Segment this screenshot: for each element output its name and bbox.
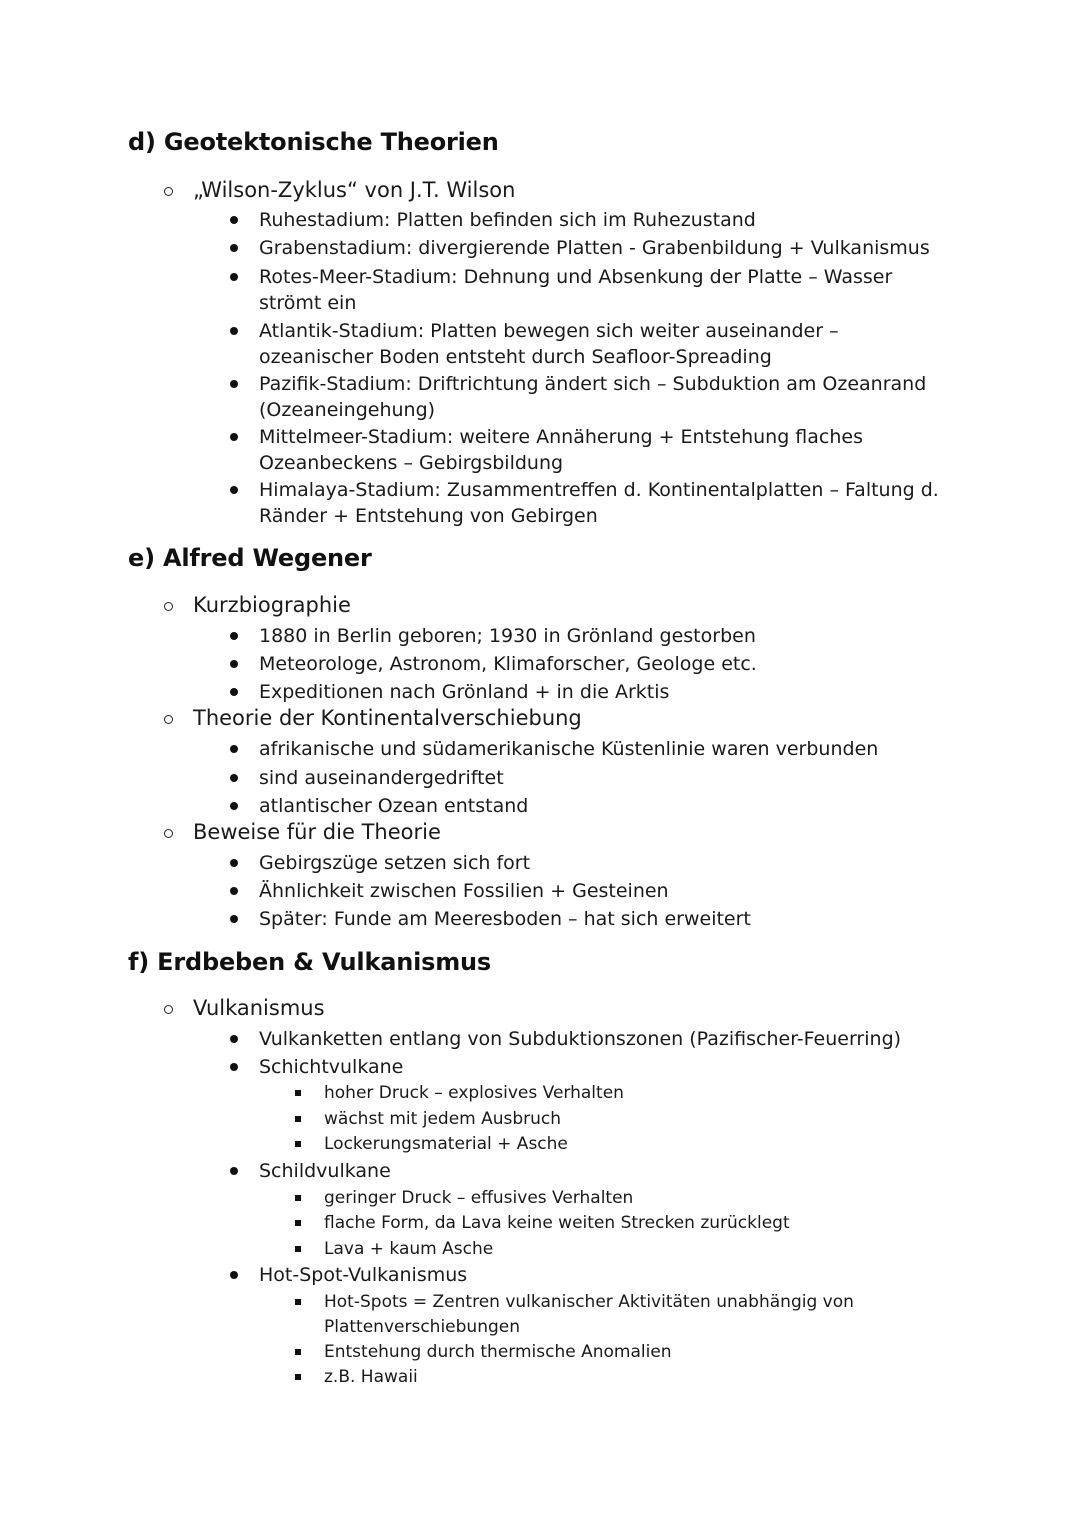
heading-alfred-wegener: e) Alfred Wegener bbox=[128, 544, 372, 572]
list-item: Mittelmeer-Stadium: weitere Annäherung + Entstehung flaches Ozeanbeckens – Gebirgsbildung bbox=[259, 424, 879, 476]
topic-kontinentalverschiebung: Theorie der Kontinentalverschiebung bbox=[193, 706, 582, 730]
heading-geotektonische-theorien: d) Geotektonische Theorien bbox=[128, 128, 499, 156]
sub-list-item: flache Form, da Lava keine weiten Strecken zurücklegt bbox=[324, 1211, 790, 1236]
heading-erdbeben-vulkanismus: f) Erdbeben & Vulkanismus bbox=[128, 948, 491, 976]
list-item: Meteorologe, Astronom, Klimaforscher, Geologe etc. bbox=[259, 653, 757, 675]
list-item: Schildvulkane bbox=[259, 1160, 391, 1182]
sub-list-item: hoher Druck – explosives Verhalten bbox=[324, 1081, 624, 1106]
list-item: Expeditionen nach Grönland + in die Arktis bbox=[259, 681, 670, 703]
list-item: Ähnlichkeit zwischen Fossilien + Gesteinen bbox=[259, 880, 669, 902]
list-item: afrikanische und südamerikanische Küstenlinie waren verbunden bbox=[259, 738, 879, 760]
sub-list-item: Lockerungsmaterial + Asche bbox=[324, 1132, 568, 1157]
list-item: Schichtvulkane bbox=[259, 1056, 404, 1078]
list-item: Hot-Spot-Vulkanismus bbox=[259, 1264, 468, 1286]
list-item: Ruhestadium: Platten befinden sich im Ruhezustand bbox=[259, 209, 756, 231]
sub-list-item: wächst mit jedem Ausbruch bbox=[324, 1107, 561, 1132]
list-item: Später: Funde am Meeresboden – hat sich erweitert bbox=[259, 908, 751, 930]
sub-list-item: Entstehung durch thermische Anomalien bbox=[324, 1340, 672, 1365]
list-item: 1880 in Berlin geboren; 1930 in Grönland gestorben bbox=[259, 625, 756, 647]
sub-list-item: z.B. Hawaii bbox=[324, 1365, 418, 1390]
list-item: sind auseinandergedriftet bbox=[259, 767, 504, 789]
list-item: Himalaya-Stadium: Zusammentreffen d. Kontinentalplatten – Faltung d. Ränder + Entstehung von Gebirgen bbox=[259, 477, 959, 529]
list-item: atlantischer Ozean entstand bbox=[259, 795, 529, 817]
list-item: Gebirgszüge setzen sich fort bbox=[259, 852, 531, 874]
list-item: Vulkanketten entlang von Subduktionszonen (Pazifischer-Feuerring) bbox=[259, 1028, 902, 1050]
sub-list-item: geringer Druck – effusives Verhalten bbox=[324, 1186, 633, 1211]
topic-wilson-zyklus: „Wilson-Zyklus“ von J.T. Wilson bbox=[193, 178, 516, 202]
list-item: Rotes-Meer-Stadium: Dehnung und Absenkung der Platte – Wasser strömt ein bbox=[259, 264, 919, 316]
list-item: Atlantik-Stadium: Platten bewegen sich weiter auseinander – ozeanischer Boden entsteht durch Seafloor-Spreading bbox=[259, 318, 859, 370]
topic-beweise: Beweise für die Theorie bbox=[193, 820, 441, 844]
topic-kurzbiographie: Kurzbiographie bbox=[193, 593, 351, 617]
list-item: Pazifik-Stadium: Driftrichtung ändert sich – Subduktion am Ozeanrand (Ozeaneingehung) bbox=[259, 371, 939, 423]
sub-list-item: Lava + kaum Asche bbox=[324, 1237, 493, 1262]
list-item: Grabenstadium: divergierende Platten - Grabenbildung + Vulkanismus bbox=[259, 237, 930, 259]
topic-vulkanismus: Vulkanismus bbox=[193, 996, 325, 1020]
sub-list-item: Hot-Spots = Zentren vulkanischer Aktivitäten unabhängig von Plattenverschiebungen bbox=[324, 1290, 884, 1340]
